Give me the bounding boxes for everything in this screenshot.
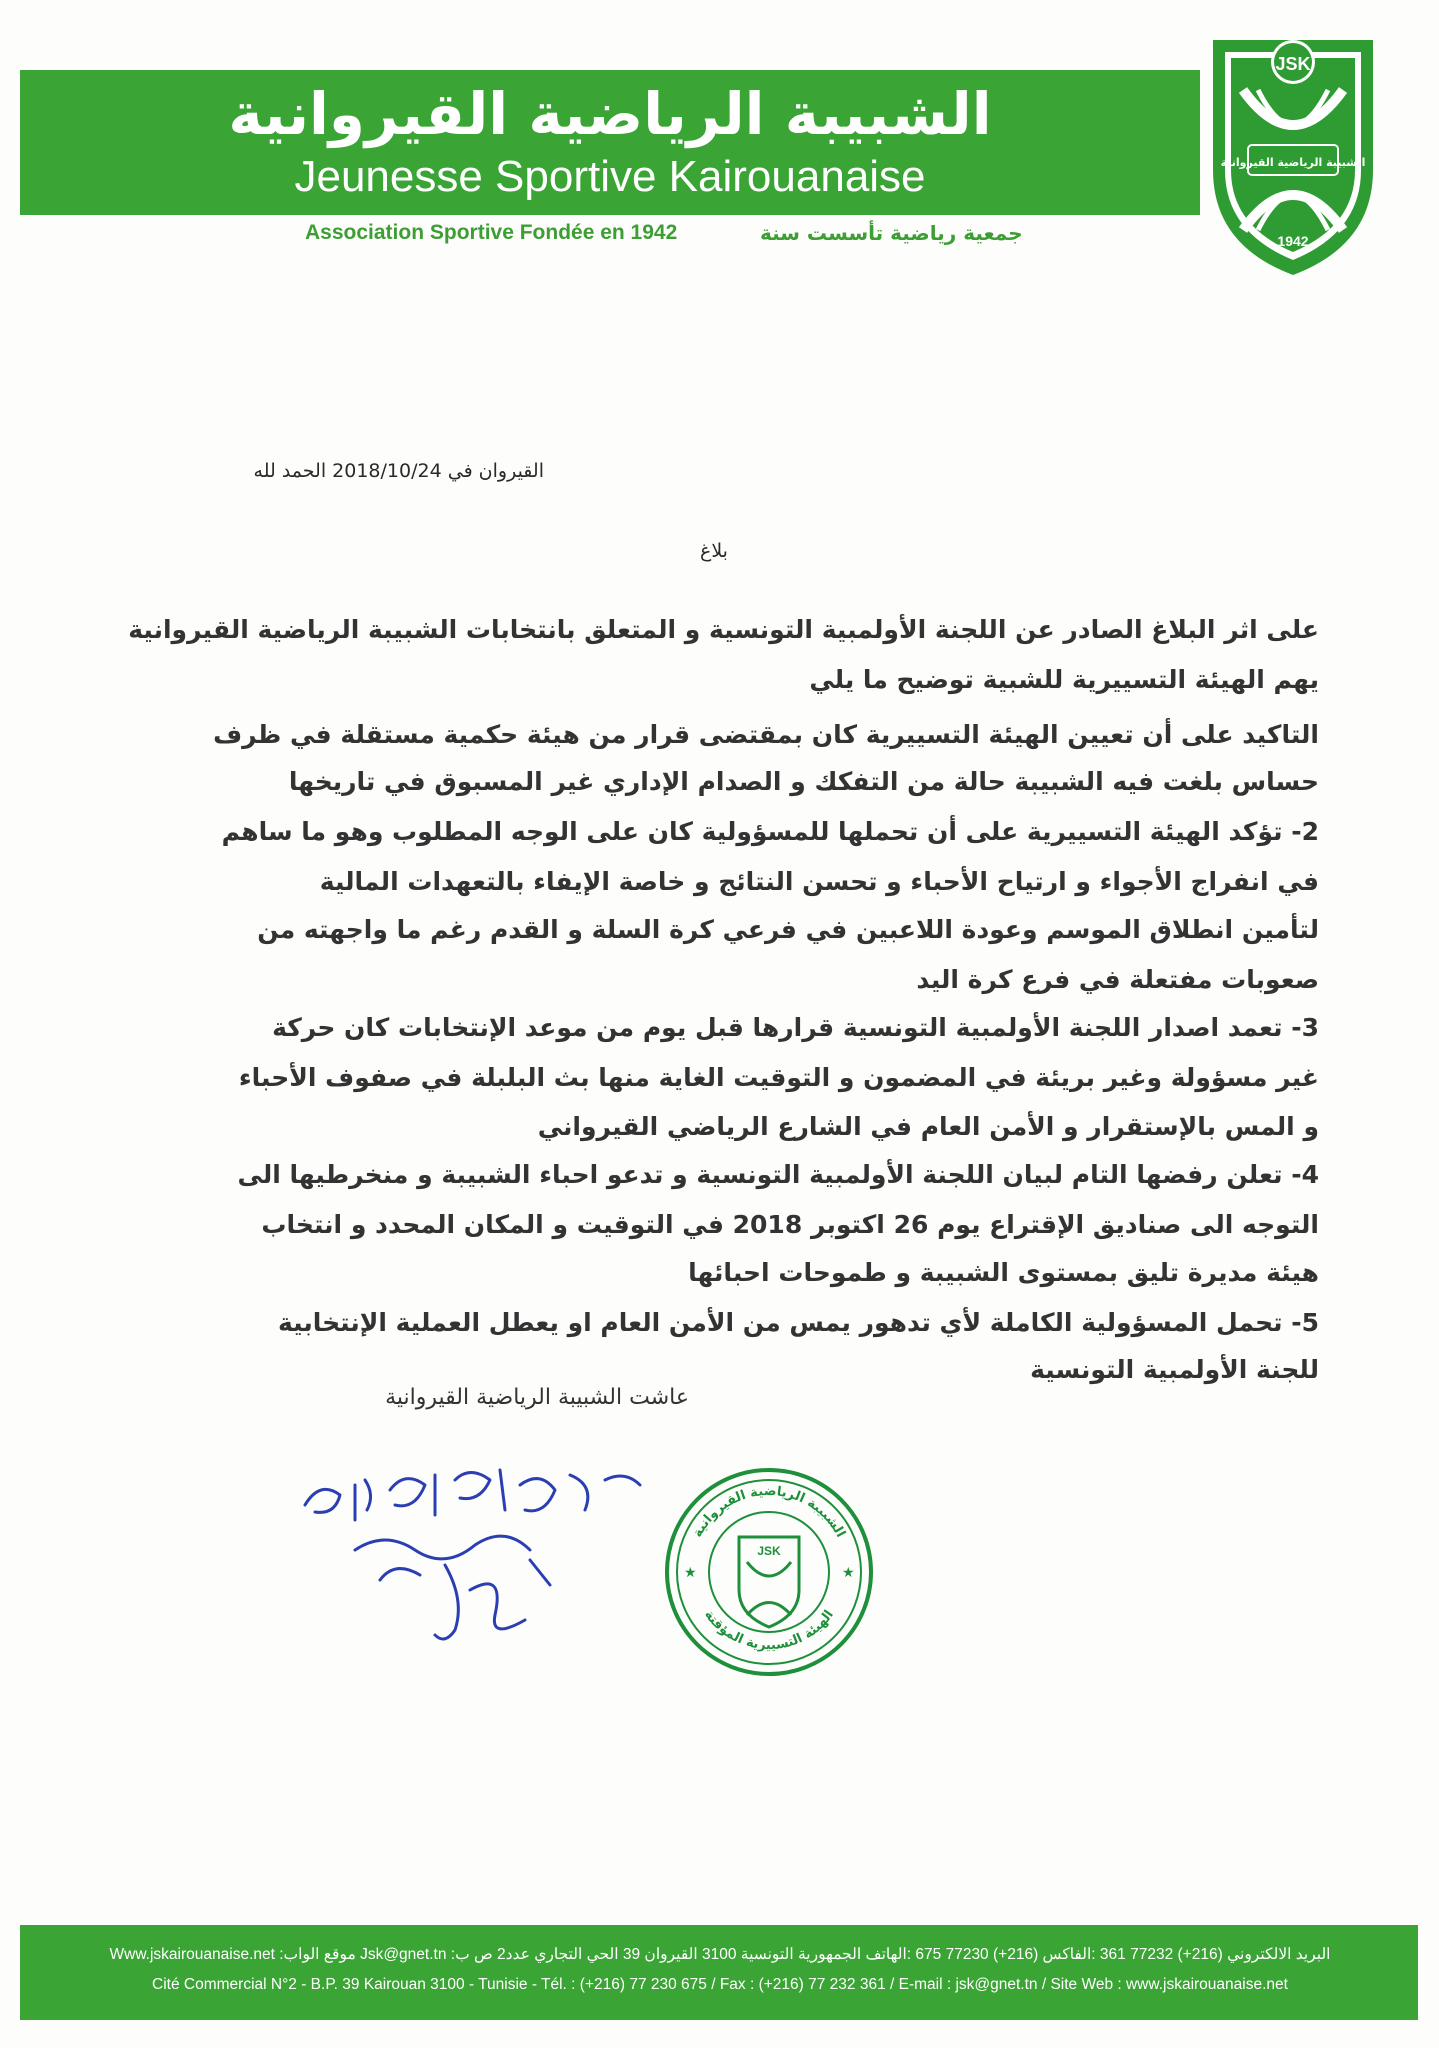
letter-line: 5- تحمل المسؤولية الكاملة لأي تدهور يمس من الأمن العام او يعطل العملية الإنتخابية [277,1308,1319,1337]
letter-line: حساس بلغت فيه الشبيبة حالة من التفكك و الصدام الإداري غير المسبوق في تاريخها [288,767,1319,796]
official-stamp-icon [662,1465,877,1680]
logo-year: 1942 [1277,233,1309,249]
letter-line: غير مسؤولة وغير بريئة في المضمون و التوقيت الغاية منها بث البلبلة في صفوف الأحباء [238,1063,1319,1092]
letter-line: لتأمين انطلاق الموسم وعودة اللاعبين في فرعي كرة السلة و القدم رغم ما واجهته من [257,915,1319,944]
letter-line: في انفراج الأجواء و ارتياح الأحباء و تحسن النتائج و خاصة الإيفاء بالتعهدات المالية [319,867,1319,896]
footer-contact-arabic: Www.jskairouanaise.net :موقع الواب Jsk@gnet.tn :البريد الالكتروني (216+) 77232 361 :الفاكس (216+) 77230 675 :الهاتف الجمهورية التونسية 3100 القيروان 39 الحي التجاري عدد2 ص ب [109,1946,1331,1963]
letter-closing: عاشت الشبيبة الرياضية القيروانية [385,1385,689,1410]
footer-contact-french: Cité Commercial N°2 - B.P. 39 Kairouan 3100 - Tunisie - Tél. : (+216) 77 230 675 / Fax : (+216) 77 232 361 / E-mail : jsk@gnet.tn / Site Web : www.jskairouanaise.net [152,1976,1288,1993]
letter-heading: بلاغ [700,540,728,562]
logo-ring-text: الشبيبة الرياضية القيروانية [1220,156,1366,169]
letter-line: 4- تعلن رفضها التام لبيان اللجنة الأولمبية التونسية و تدعو احباء الشبيبة و منخرطيها الى [237,1160,1319,1189]
letter-line: على اثر البلاغ الصادر عن اللجنة الأولمبية التونسية و المتعلق بانتخابات الشبيبة الرياضية القيروانية [128,615,1319,644]
letter-line: 2- تؤكد الهيئة التسييرية على أن تحملها للمسؤولية كان على الوجه المطلوب وهو ما ساهم [221,817,1319,846]
stamp-abbr: JSK [757,1544,781,1558]
founded-subtitle-arabic: جمعية رياضية تأسست سنة [760,221,1023,245]
letter-line: صعوبات مفتعلة في فرع كرة اليد [916,965,1319,994]
letter-line: التوجه الى صناديق الإقتراع يوم 26 اكتوبر 2018 في التوقيت و المكان المحدد و انتخاب [261,1210,1319,1239]
letter-line: التاكيد على أن تعيين الهيئة التسييرية كان بمقتضى قرار من هيئة حكمية مستقلة في ظرف [213,720,1319,749]
club-name-arabic: الشبيبة الرياضية القيروانية [228,80,992,148]
letter-line: 3- تعمد اصدار اللجنة الأولمبية التونسية قرارها قبل يوم من موعد الإنتخابات كان حركة [272,1013,1319,1042]
svg-text:★: ★ [684,1565,697,1581]
stamp-ring-top: الشبيبة الرياضية القيروانية [690,1483,848,1540]
letter-line: هيئة مديرة تليق بمستوى الشبيبة و طموحات احبائها [688,1258,1319,1287]
svg-text:★: ★ [842,1565,855,1581]
stamp-ring-bottom: الهيئة التسييرية المؤقتة [701,1607,837,1654]
founded-subtitle-french: Association Sportive Fondée en 1942 [305,221,678,244]
handwritten-signature-icon [295,1440,655,1650]
logo-abbr: JSK [1275,54,1311,74]
letter-line: للجنة الأولمبية التونسية [1030,1355,1319,1384]
club-name-french: Jeunesse Sportive Kairouanaise [294,152,926,201]
svg-text:الهيئة التسييرية المؤقتة [701,1608,837,1654]
club-logo-icon [1203,20,1383,280]
footer-band [20,1925,1418,2020]
letter-date: القيروان في 2018/10/24 الحمد لله [253,460,544,482]
letter-line: و المس بالإستقرار و الأمن العام في الشارع الرياضي القيرواني [537,1112,1319,1141]
letter-line: يهم الهيئة التسييرية للشبية توضيح ما يلي [809,665,1319,694]
